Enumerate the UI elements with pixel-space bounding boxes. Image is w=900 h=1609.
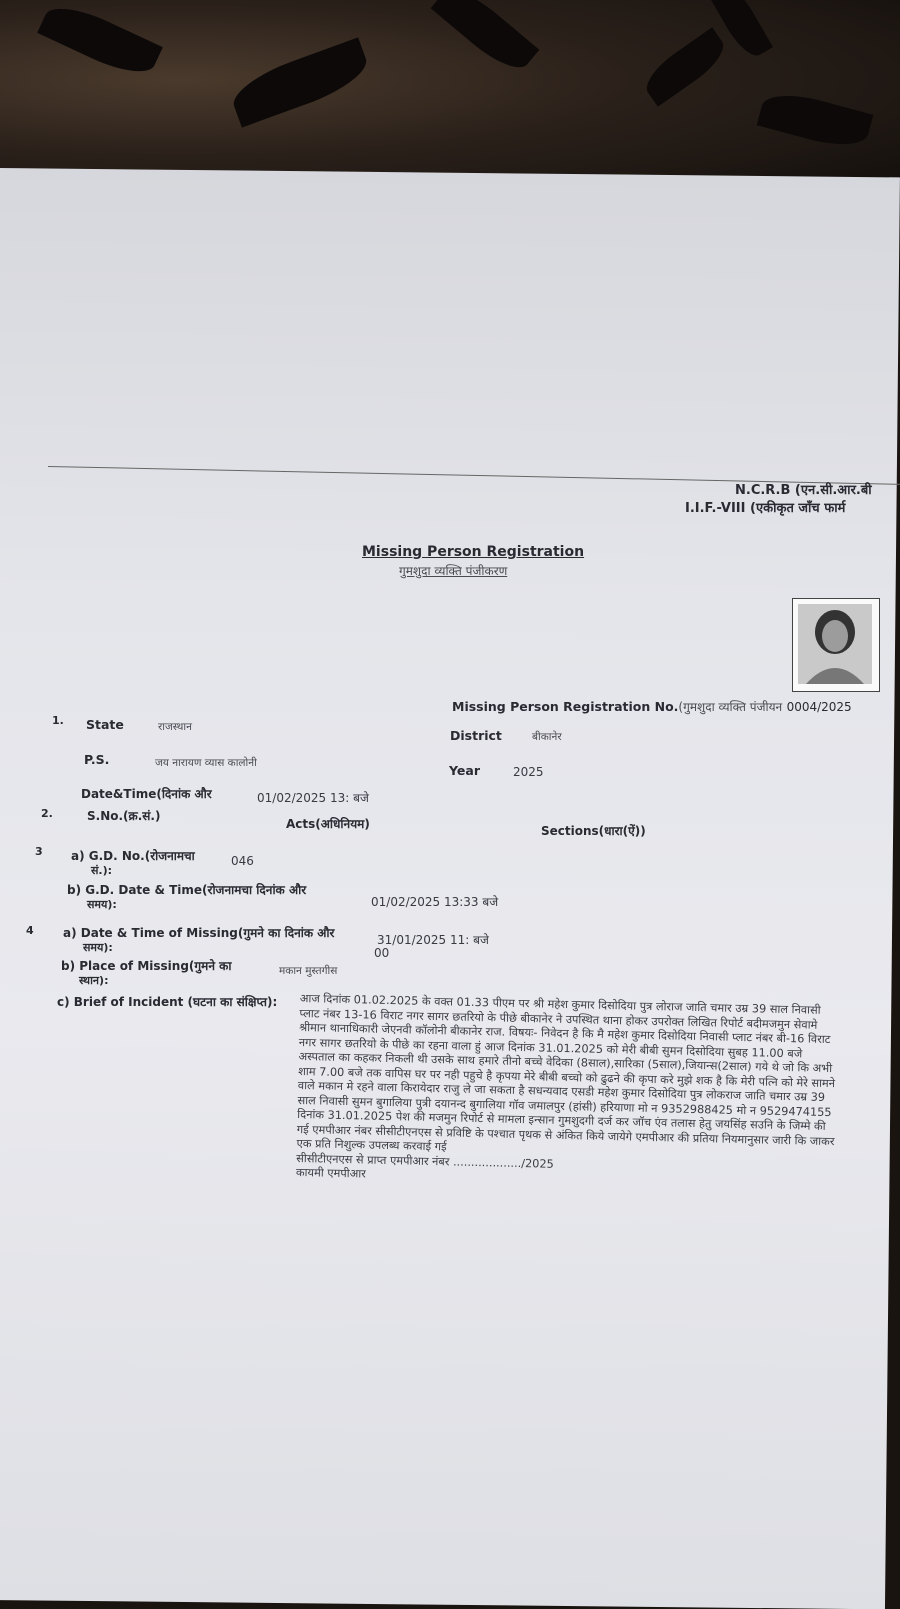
missing-datetime-value-cont: 00 xyxy=(374,946,390,960)
registration-number: 0004/2025 xyxy=(786,700,852,714)
year-value: 2025 xyxy=(513,765,544,779)
brief-of-incident xyxy=(296,992,840,1193)
missing-datetime-label: a) Date & Time of Missing(गुमने का दिनांक और xyxy=(63,926,335,940)
section-4-number: 4 xyxy=(26,924,34,937)
section-1-number: 1. xyxy=(52,714,64,727)
missing-datetime-value: 31/01/2025 11: बजे xyxy=(377,933,489,947)
gd-no-label-cont: सं.): xyxy=(91,864,113,877)
district-label: District xyxy=(450,728,502,743)
sno-label: S.No.(क्र.सं.) xyxy=(87,809,161,823)
section-3-number: 3 xyxy=(35,845,43,858)
ncrb-header: N.C.R.B (एन.सी.आर.बी xyxy=(735,483,872,498)
brief-label: c) Brief of Incident (घटना का संक्षिप्त): xyxy=(57,995,278,1009)
brief-text: आज दिनांक 01.02.2025 के वक्त 01.33 पीएम पर श्री महेश कुमार दिसोदिया पुत्र लोराज जाति चमार उम्र 39 साल निवासी प्लाट नंबर 13-16 विराट नगर सागर छतरियो के पीछे बीकानेर ने उपस्थित थाना होकर उपरोक्त लिखित रिपोर्ट बदीमजमुन सेवामे श्रीमान थानाधिकारी जेएनवी कॉलोनी बीकानेर राज. विषयः- निवेदन है कि मै महेश कुमार दिसोदिया निवासी प्लाट नंबर बी-16 विराट नगर सागर छतरियो के पीछे का रहना वाला हुं आज दिनांक 31.01.2025 को मेरी बीबी सुमन दिसोदिया सुबह 11.00 बजे अस्पताल का कहकर निकली थी उसके साथ हमारे तीनो बच्चे वेदिका (8साल),सारिका (5साल),जियान्स(2साल) गये थे जो कि अभी शाम 7.00 बजे तक वापिस घर पर नही पहुचे है कृपया मेरे बीबी बच्चो को ढुढने की कृपा करे मुझे शक है कि मेरी पत्नि को मेरे सामने वाले मकान मे रहने वाला किरायेदार राजु ले जा सकता है सधन्यवाद एसडी महेश कुमार दिसोदिया पुत्र लोकराज जाति चमार उम्र 39 साल निवासी सुमन बुगालिया पुत्री दयानन्द बुगालिया गॉव जमालपुर (हांसी) हरियाणा मो न 9352988425 मो न 9529474155 दिनांक 31.01.2025 पेश की मजमुन रिपोर्ट से मामला इन्सान गुमशुदगी दर्ज कर जॉच एंव तलास हेतु जयसिंह सउनि के जिम्मे की गई एमपीआर नंबर सीसीटीएनएस से प्रविष्टि के पश्चात पृथक से अंकित किये जायेगे एमपीआर की प्रतिया नियमानुसार जारी कि जाकर एक प्रति निशुल्क उपलब्ध करवाई गई xyxy=(296,992,836,1154)
kaymi-line: कायमी एमपीआर xyxy=(295,1165,366,1181)
section-2-number: 2. xyxy=(41,807,53,820)
year-label: Year xyxy=(449,763,480,778)
gd-date-label: b) G.D. Date & Time(रोजनामचा दिनांक और xyxy=(67,883,307,897)
page-title: Missing Person Registration xyxy=(362,544,585,560)
district-value: बीकानेर xyxy=(532,731,562,743)
gd-no-value: 046 xyxy=(231,854,254,868)
gd-date-label-cont: समय): xyxy=(87,898,117,911)
acts-label: Acts(अधिनियम) xyxy=(286,817,370,831)
registration-label: Missing Person Registration No.(गुमशुदा व्यक्ति पंजीयन 0004/2025 xyxy=(452,699,852,714)
state-value: राजस्थान xyxy=(158,721,192,733)
ps-value: जय नारायण व्यास कालोनी xyxy=(155,757,257,769)
place-missing-value: मकान मुस्तगीस xyxy=(279,965,338,977)
ps-label: P.S. xyxy=(84,752,110,767)
gd-no-label: a) G.D. No.(रोजनामचा xyxy=(71,849,195,863)
state-label: State xyxy=(86,717,124,732)
missing-datetime-label-cont: समय): xyxy=(83,941,113,954)
missing-person-photo xyxy=(792,598,880,692)
place-missing-label-cont: स्थान): xyxy=(79,974,109,987)
iif-header: I.I.F.-VIII (एकीकृत जाँच फार्म xyxy=(685,501,846,516)
place-missing-label: b) Place of Missing(गुमने का xyxy=(61,959,232,973)
cctns-line: सीसीटीएनएस से प्राप्त एमपीआर नंबर .................../2025 xyxy=(296,1151,554,1171)
datetime-value: 01/02/2025 13: बजे xyxy=(257,791,369,805)
gd-date-value: 01/02/2025 13:33 बजे xyxy=(371,895,499,909)
datetime-label: Date&Time(दिनांक और xyxy=(81,787,212,801)
sections-label: Sections(धारा(ऐं)) xyxy=(541,824,646,838)
page-title-hindi: गुमशुदा व्यक्ति पंजीकरण xyxy=(399,564,508,578)
photo-portrait xyxy=(798,604,872,684)
